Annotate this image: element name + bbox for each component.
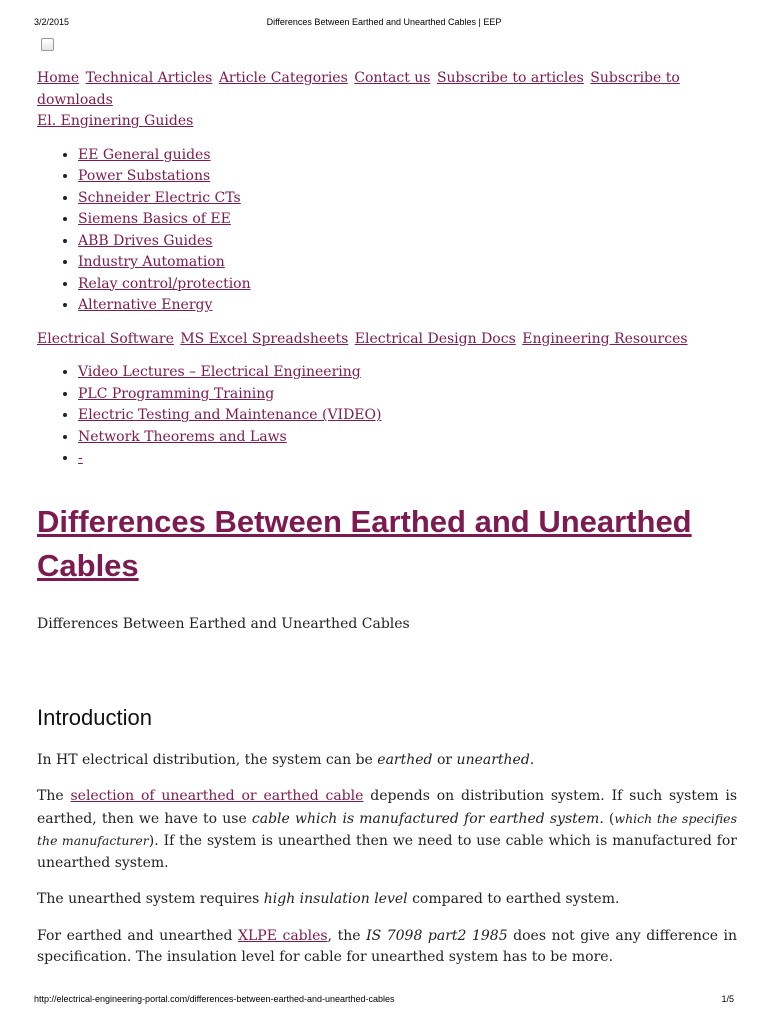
list-item — [78, 274, 737, 296]
resource-link-plc-training[interactable]: PLC Programming Training — [78, 385, 275, 402]
paragraph-1 — [37, 750, 737, 772]
text: depends on distribution system. If such system is earthed, then we have to use — [37, 788, 738, 827]
list-item — [78, 405, 737, 427]
text: The unearthed system requires — [37, 891, 264, 907]
guides-list — [37, 145, 737, 317]
paragraph-3 — [37, 889, 737, 911]
list-item — [78, 188, 737, 210]
list-item — [78, 145, 737, 167]
text: , the — [327, 927, 367, 944]
text: In HT electrical distribution, the system can be — [37, 751, 378, 768]
guide-link-ee-general[interactable]: EE General guides — [78, 146, 211, 163]
list-item — [78, 384, 737, 406]
resource-link-video-lectures[interactable]: Video Lectures – Electrical Engineering — [78, 364, 361, 380]
emphasis: IS 7098 part2 1985 — [366, 927, 508, 944]
list-item — [78, 448, 737, 470]
guide-link-schneider-cts[interactable]: Schneider Electric CTs — [78, 189, 241, 206]
list-item — [78, 295, 737, 317]
guide-link-relay-control[interactable]: Relay control/protection — [78, 275, 251, 292]
resource-link-dash[interactable]: - — [78, 450, 83, 466]
emphasis: unearthed. — [456, 751, 535, 768]
nav-guides[interactable]: El. Enginering Guides — [37, 113, 194, 129]
paragraph-2 — [37, 786, 737, 874]
nav-home[interactable]: Home — [37, 70, 80, 86]
print-page-number: 1/5 — [721, 994, 734, 1004]
list-item — [78, 252, 737, 274]
guide-link-abb-drives[interactable]: ABB Drives Guides — [78, 232, 213, 249]
print-title: Differences Between Earthed and Unearthed Cables | EEP — [266, 17, 502, 27]
article-title-link[interactable]: Differences Between Earthed and Unearthed Cables — [37, 503, 692, 583]
text: ( — [603, 810, 615, 827]
list-item — [78, 209, 737, 231]
guide-link-alternative-energy[interactable]: Alternative Energy — [78, 297, 213, 313]
text: does not give any difference in specification. The insulation level for cable for unearthed system has to be more. — [37, 927, 738, 965]
resource-link-testing-maintenance[interactable]: Electric Testing and Maintenance (VIDEO) — [78, 407, 382, 423]
text: or — [432, 751, 457, 768]
nav-article-categories[interactable]: Article Categories — [218, 70, 348, 86]
nav-subscribe-articles[interactable]: Subscribe to articles — [436, 70, 584, 86]
resources-list — [37, 362, 737, 470]
print-url: http://electrical-engineering-portal.com/differences-between-earthed-and-unearthed-cables — [34, 994, 395, 1004]
nav-technical-articles[interactable]: Technical Articles — [85, 70, 213, 86]
text: The — [37, 788, 71, 804]
print-header — [0, 17, 768, 31]
emphasis: which the specifies the manufacturer — [37, 810, 737, 848]
print-footer — [0, 994, 768, 1008]
text: compared to earthed system. — [407, 891, 620, 907]
list-item — [78, 231, 737, 253]
nav-subscribe-downloads[interactable]: Subscribe to downloads — [37, 70, 680, 108]
nav-electrical-software[interactable]: Electrical Software — [37, 330, 174, 347]
resource-link-network-theorems[interactable]: Network Theorems and Laws — [78, 428, 287, 445]
guide-link-industry-automation[interactable]: Industry Automation — [78, 254, 225, 270]
emphasis: cable which is manufactured for earthed system. — [251, 810, 604, 827]
print-date: 3/2/2015 — [34, 17, 70, 27]
cable-selection-link[interactable]: selection of unearthed or earthed cable — [70, 788, 364, 804]
section-heading: Introduction — [37, 704, 152, 730]
resource-nav — [37, 329, 737, 351]
nav-design-docs[interactable]: Electrical Design Docs — [354, 330, 516, 347]
text: For earthed and unearthed — [37, 927, 239, 944]
nav-contact-us[interactable]: Contact us — [354, 70, 431, 86]
nav-engineering-resources[interactable]: Engineering Resources — [522, 330, 688, 347]
nav-excel-spreadsheets[interactable]: MS Excel Spreadsheets — [180, 330, 349, 347]
article-title[interactable] — [37, 500, 737, 588]
emphasis: earthed — [377, 751, 433, 768]
guide-link-power-substations[interactable]: Power Substations — [78, 168, 211, 184]
list-item — [78, 362, 737, 384]
list-item — [78, 166, 737, 188]
article-subtitle: Differences Between Earthed and Unearthed Cables — [37, 615, 410, 632]
paragraph-4 — [37, 926, 737, 969]
list-item — [78, 427, 737, 449]
top-nav — [37, 68, 737, 133]
emphasis: high insulation level — [263, 891, 408, 907]
guide-link-siemens-basics[interactable]: Siemens Basics of EE — [78, 211, 231, 227]
xlpe-cables-link[interactable]: XLPE cables — [238, 927, 328, 944]
menu-toggle-checkbox[interactable] — [41, 38, 54, 51]
page-content — [37, 68, 737, 969]
text: ). If the system is unearthed then we need to use cable which is manufactured for unearthed system. — [37, 833, 737, 871]
